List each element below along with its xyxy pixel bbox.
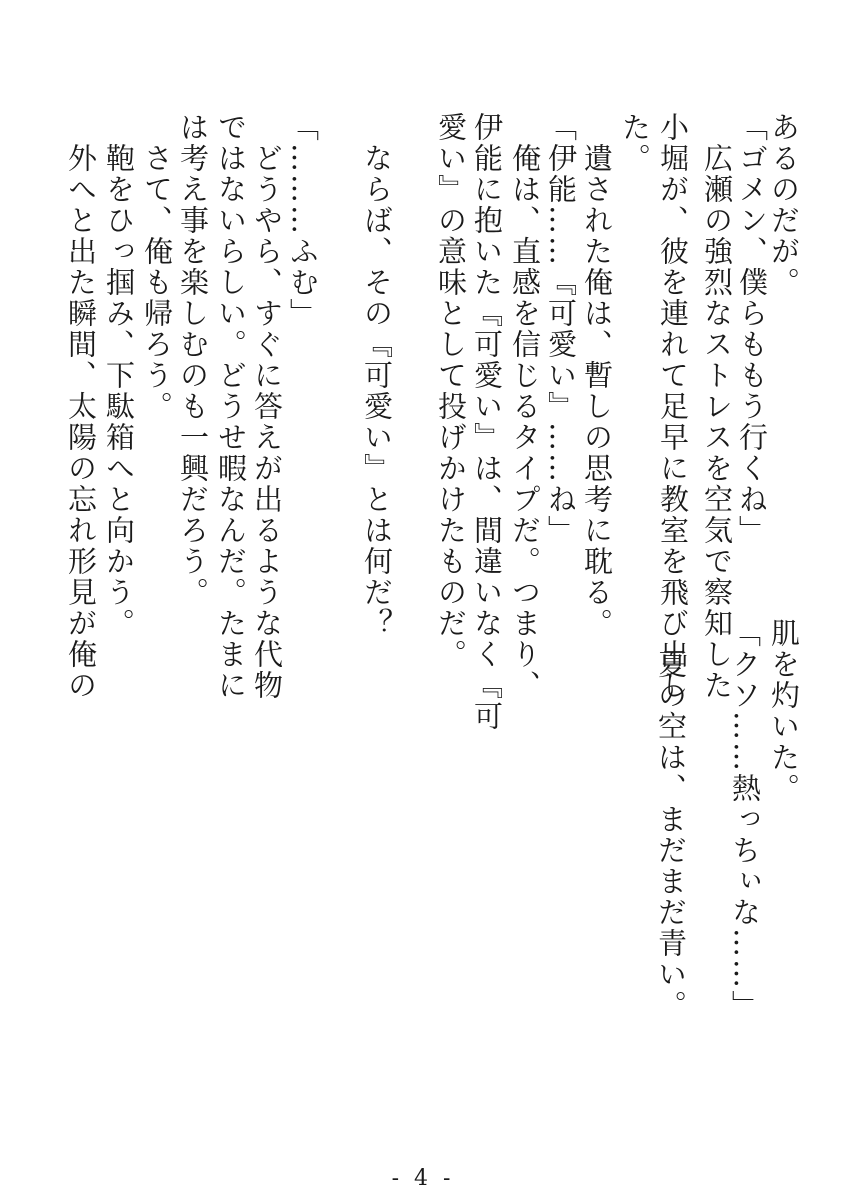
text-column: 愛い』の意味として投げかけたものだ。 [434,112,468,670]
text-column: 「伊能……『可愛い』……ね」 [544,112,578,546]
text-column: た。 [618,112,652,174]
text-column: 小堀が、彼を連れて足早に教室を飛び出し [656,112,690,701]
text-column: 「ゴメン、僕らももう行くね」 [735,112,769,546]
text-column: 遺された俺は、暫しの思考に耽る。 [580,112,614,639]
text-column: 「………ふむ」 [286,112,320,329]
page-number: - 4 - [391,1166,455,1191]
text-column: 俺は、直感を信じるタイプだ。つまり、 [508,112,542,701]
text-column: 肌を灼いた。 [767,618,801,804]
text-column: 広瀬の強烈なストレスを空気で察知した [700,112,734,701]
text-column: さて、俺も帰ろう。 [140,112,174,422]
text-column: 「クソ……熱っちぃな……」 [728,618,762,1021]
text-column: ではないらしい。どうせ暇なんだ。たまに [214,112,248,701]
text-column: 鞄をひっ掴み、下駄箱へと向かう。 [102,112,136,639]
text-column: 外へと出た瞬間、太陽の忘れ形見が俺の [64,112,98,701]
text-column: ならば、その『可愛い』とは何だ？ [360,112,394,639]
text-column: 夏の空は、まだまだ青い。 [654,618,688,1021]
text-column: 伊能に抱いた『可愛い』は、間違いなく『可 [470,112,504,732]
text-column: どうやら、すぐに答えが出るような代物 [250,112,284,701]
text-column: あるのだが。 [767,112,801,298]
text-column: は考え事を楽しむのも一興だろう。 [176,112,210,608]
